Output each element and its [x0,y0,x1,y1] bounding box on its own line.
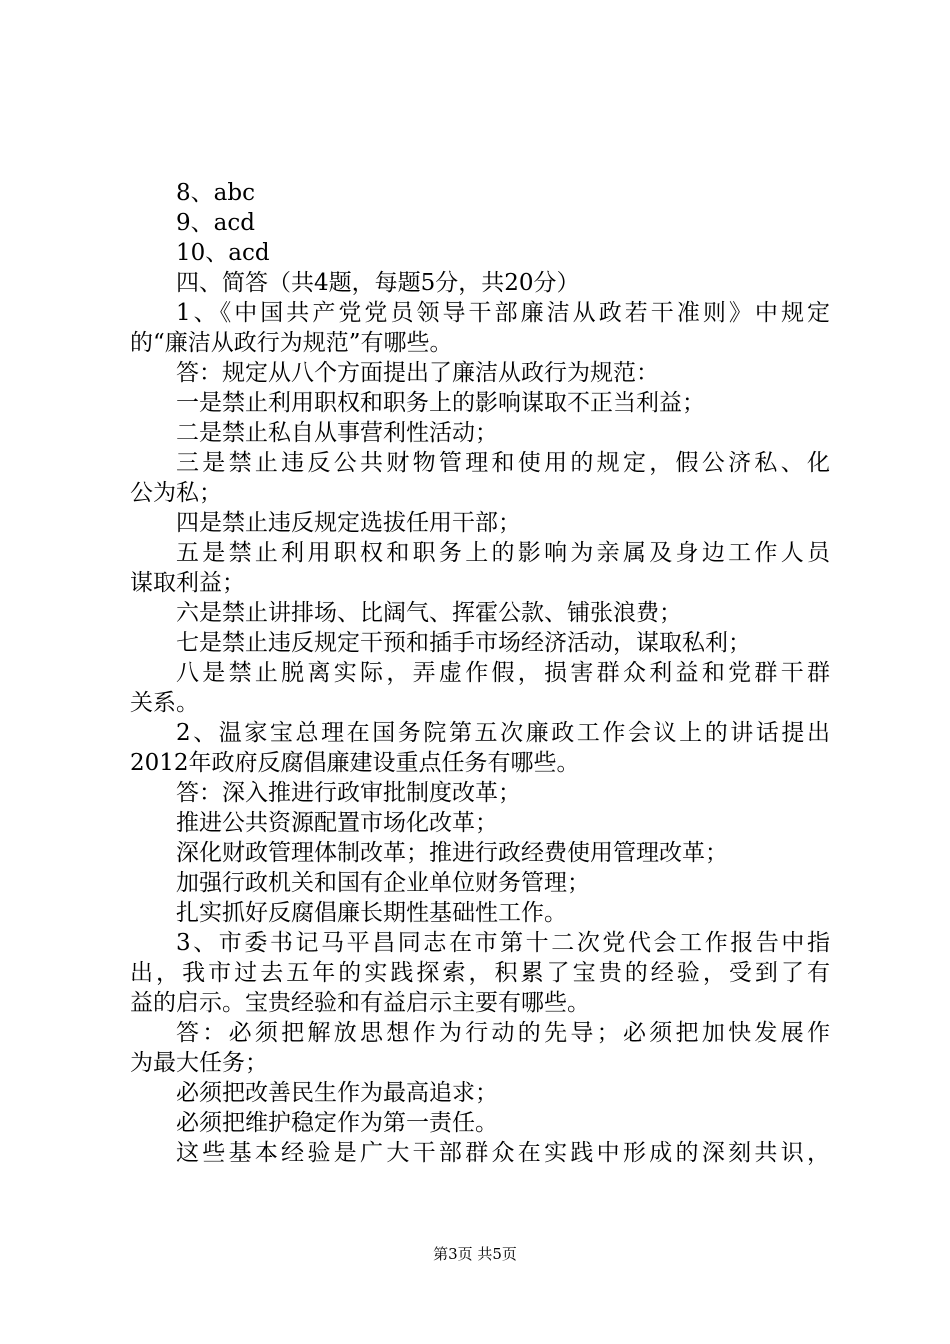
answer-line: 四是禁止违反规定选拔任用干部； [176,510,521,536]
answer-line: 加强行政机关和国有企业单位财务管理； [176,870,590,896]
answer-line: 必须把维护稳定作为第一责任。 [176,1110,498,1136]
answer-line: 9、acd [176,210,255,236]
document-body [130,178,830,1168]
answer-line: 推进公共资源配置市场化改革； [176,810,498,836]
section-heading: 四、简答（共4题，每题5分，共20分） [176,270,580,296]
answer-line: 谋取利益； [130,570,245,596]
answer-line: 二是禁止私自从事营利性活动； [176,420,498,446]
answer-line: 这些基本经验是广大干部群众在实践中形成的深刻共识， [176,1140,830,1166]
answer-line: 必须把改善民生作为最高追求； [176,1080,498,1106]
answer-line: 10、acd [176,240,270,266]
answer-line: 六是禁止讲排场、比阔气、挥霍公款、铺张浪费； [176,600,682,626]
answer-line: 五是禁止利用职权和职务上的影响为亲属及身边工作人员 [176,540,830,566]
page-footer: 第3页 共5页 [433,1245,517,1263]
answer-line: 八是禁止脱离实际，弄虚作假，损害群众利益和党群干群 [176,660,830,686]
answer-line: 公为私； [130,480,222,506]
question-line: 3、市委书记马平昌同志在市第十二次党代会工作报告中指 [176,930,830,956]
question-line: 的“廉洁从政行为规范”有哪些。 [130,330,453,356]
question-line: 出，我市过去五年的实践探索，积累了宝贵的经验，受到了有 [130,960,830,986]
question-line: 2012年政府反腐倡廉建设重点任务有哪些。 [130,750,580,776]
answer-line: 关系。 [130,690,199,716]
answer-line: 答：深入推进行政审批制度改革； [176,780,521,806]
answer-line: 三是禁止违反公共财物管理和使用的规定，假公济私、化 [176,450,830,476]
question-line: 益的启示。宝贵经验和有益启示主要有哪些。 [130,990,590,1016]
answer-line: 答：必须把解放思想作为行动的先导；必须把加快发展作 [176,1020,830,1046]
answer-line: 深化财政管理体制改革；推进行政经费使用管理改革； [176,840,728,866]
answer-line: 为最大任务； [130,1050,268,1076]
answer-line: 一是禁止利用职权和职务上的影响谋取不正当利益； [176,390,705,416]
answer-line: 8、abc [176,180,255,206]
question-line: 1、《中国共产党党员领导干部廉洁从政若干准则》中规定 [176,300,830,326]
question-line: 2、温家宝总理在国务院第五次廉政工作会议上的讲话提出 [176,720,830,746]
answer-line: 答：规定从八个方面提出了廉洁从政行为规范： [176,360,659,386]
answer-line: 七是禁止违反规定干预和插手市场经济活动，谋取私利； [176,630,751,656]
answer-line: 扎实抓好反腐倡廉长期性基础性工作。 [176,900,567,926]
